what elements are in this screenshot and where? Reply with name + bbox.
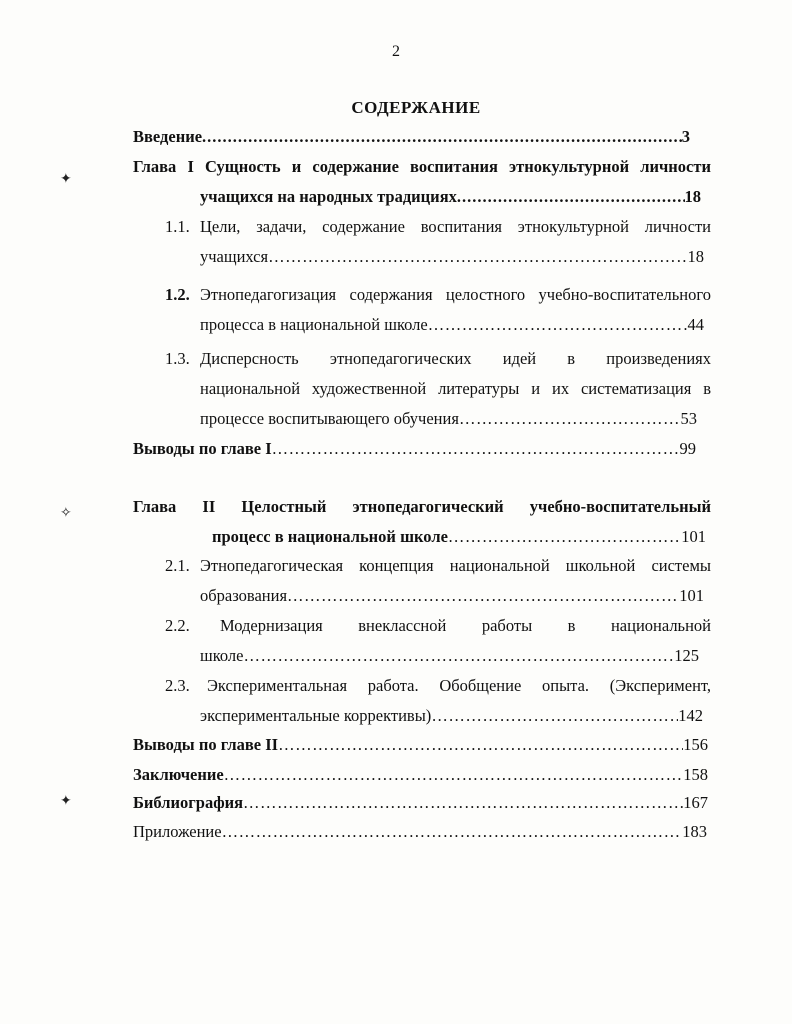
toc-page: 156	[683, 735, 708, 754]
toc-entry-appendix[interactable]	[133, 821, 707, 843]
toc-section-2-1[interactable]: Этнопедагогическая концепция национальной школьной системы	[200, 556, 711, 575]
toc-chapter-2[interactable]: Глава II Целостный этнопедагогический учебно-воспитательный	[133, 497, 711, 516]
toc-section-1-2[interactable]: Этнопедагогизация содержания целостного учебно-воспитательного	[200, 285, 711, 304]
toc-label: Приложение	[133, 822, 222, 841]
toc-entry-conclusions-1[interactable]	[133, 438, 696, 460]
page-number: 2	[392, 43, 400, 60]
toc-section-1-3[interactable]: Дисперсность этнопедагогических идей в произведениях	[200, 349, 711, 368]
toc-chapter-1-cont[interactable]: учащихся на народных традициях ..... 18	[200, 186, 701, 208]
toc-section-2-2-cont[interactable]: школе ……………………………………………………………………………………………………………………………………………………………………………………………… 125	[200, 645, 699, 667]
margin-mark: ✧	[60, 506, 72, 521]
toc-label: Выводы по главе II	[133, 735, 279, 754]
toc-page: 3	[681, 127, 690, 146]
toc-entry-intro[interactable]	[133, 126, 690, 148]
toc-page: 101	[681, 527, 706, 546]
toc-section-1-1-cont[interactable]: учащихся ……………………………………………………………………………………………………………………………………………………………………………………………… 18	[200, 246, 704, 268]
toc-page: 158	[683, 765, 708, 784]
toc-label: Выводы по главе I	[133, 439, 272, 458]
toc-section-2-1-cont[interactable]: образования ……………………………………………………………………………………………………………………………………………………………………………………………… 101	[200, 585, 704, 607]
toc-section-num: 1.2.	[165, 285, 190, 304]
toc-section-1-1[interactable]: Цели, задачи, содержание воспитания этнокультурной личности	[200, 217, 711, 236]
toc-section-1-2-cont[interactable]: процесса в национальной школе ……………………………………………………………………………………………………………………………………………………………………………………………… 44	[200, 314, 704, 336]
toc-section-2-2[interactable]: Модернизация внеклассной работы в национальной	[220, 616, 711, 635]
toc-chapter-1[interactable]: Глава I Сущность и содержание воспитания этнокультурной личности	[133, 157, 711, 176]
toc-section-num: 2.1.	[165, 556, 190, 575]
toc-section-num: 2.3.	[165, 676, 190, 695]
toc-page: 125	[674, 646, 699, 665]
toc-page: 99	[679, 439, 696, 458]
toc-page: 44	[687, 315, 704, 334]
toc-section-num: 2.2.	[165, 616, 190, 635]
toc-page: 142	[678, 706, 703, 725]
margin-mark: ✦	[60, 794, 72, 809]
margin-mark: ✦	[60, 172, 72, 187]
toc-entry-conclusions-2[interactable]	[133, 734, 708, 756]
page-title: СОДЕРЖАНИЕ	[351, 98, 481, 117]
toc-chapter-2-cont[interactable]: процесс в национальной школе ……………………………………………………………………………………………………………………………………………………………………………………………… 101	[212, 526, 706, 548]
toc-section-2-3-cont[interactable]: экспериментальные коррективы) ……………………………………………………………………………………………………………………………………………………………………………………………… 142	[200, 705, 703, 727]
toc-section-num: 1.3.	[165, 349, 190, 368]
toc-page: 53	[680, 409, 697, 428]
toc-section-1-3-cont[interactable]: процессе воспитывающего обучения ……………………………………………………………………………………………………………………………………………………………………………………………… 53	[200, 408, 697, 430]
toc-label: Библиография	[133, 793, 244, 812]
toc-page: 101	[679, 586, 704, 605]
toc-label: Заключение	[133, 765, 224, 784]
toc-page: 18	[684, 187, 701, 206]
toc-page: 167	[683, 793, 708, 812]
toc-label: Введение	[133, 127, 203, 146]
toc-page: 18	[687, 247, 704, 266]
toc-entry-conclusion[interactable]	[133, 764, 708, 786]
toc-section-2-3[interactable]: Экспериментальная работа. Обобщение опыта. (Эксперимент,	[207, 676, 711, 695]
toc-page: 183	[682, 822, 707, 841]
toc-section-num: 1.1.	[165, 217, 190, 236]
toc-entry-bibliography[interactable]	[133, 792, 708, 814]
toc-section-1-3-line2[interactable]: национальной художественной литературы и их систематизация в	[200, 379, 711, 398]
